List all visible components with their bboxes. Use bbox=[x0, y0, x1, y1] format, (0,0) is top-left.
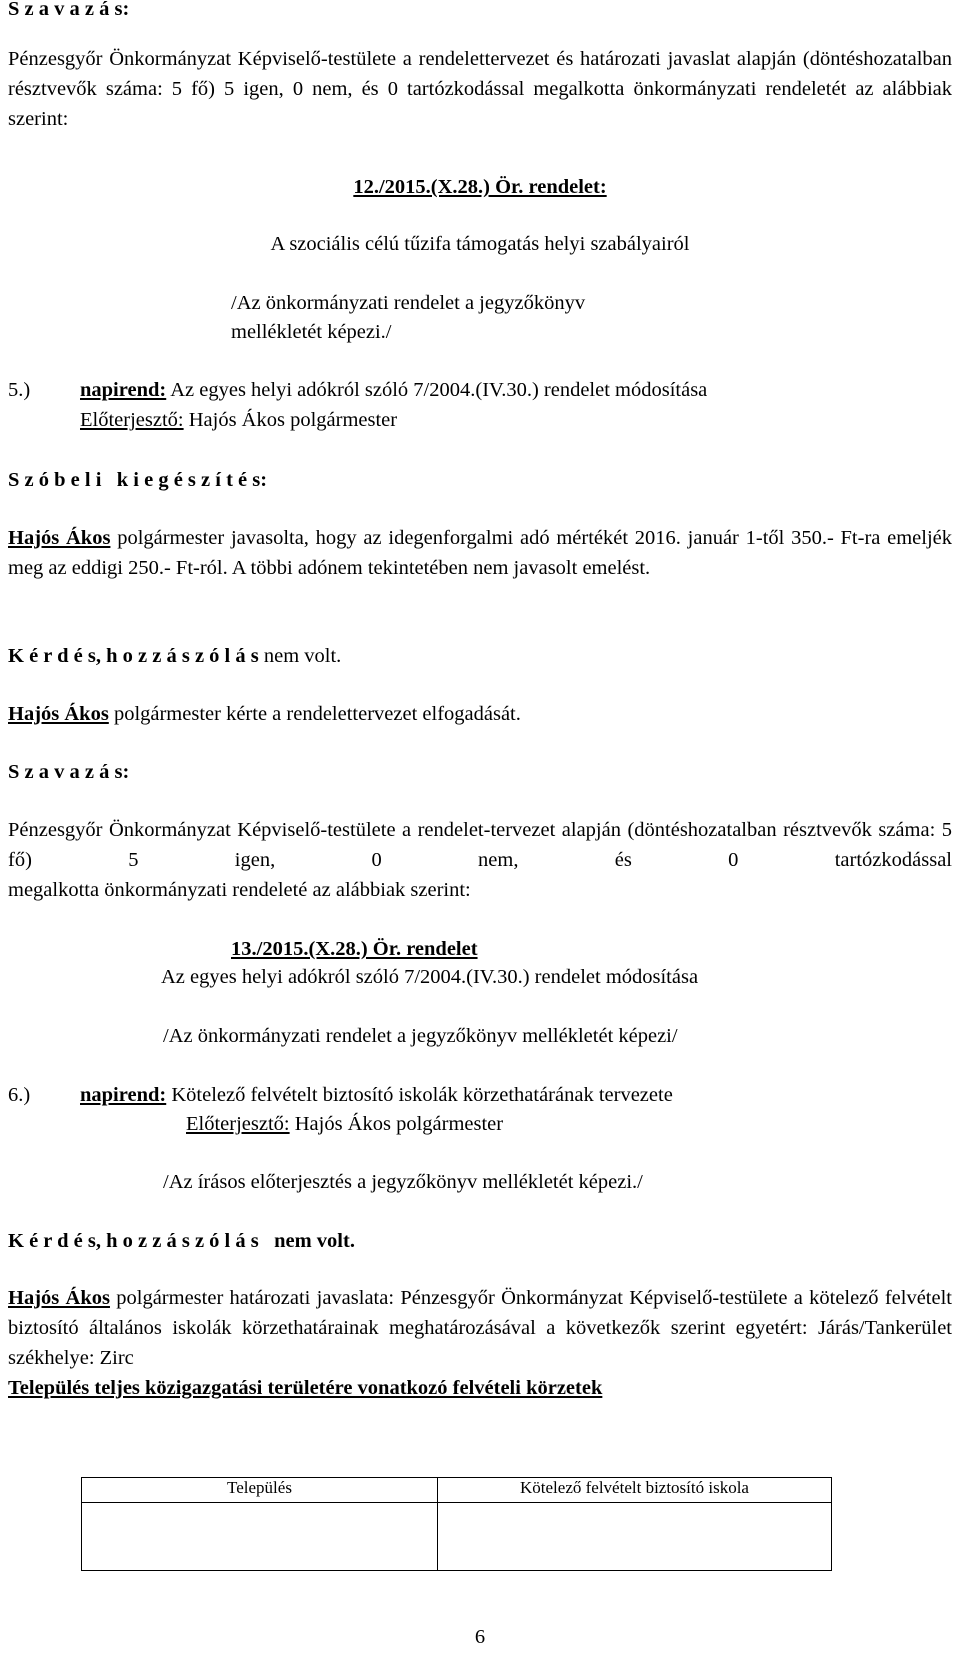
agenda-6-note: /Az írásos előterjesztés a jegyzőkönyv mellékletét képezi./ bbox=[163, 1171, 643, 1193]
ordinance-13-number: 13./2015.(X.28.) Ör. rendelet bbox=[231, 938, 478, 960]
ordinance-12-number: 12./2015.(X.28.) Ör. rendelet: bbox=[353, 176, 607, 198]
questions-line-5: K é r d é s, h o z z á s z ó l á s nem volt. bbox=[8, 645, 342, 667]
oral-supplement-text: Hajós Ákos polgármester javasolta, hogy az idegenforgalmi adó mértékét 2016. január 1-től 350.- Ft-ra emeljék meg az eddigi 250.- Ft-ról. A többi adónem tekintetében nem javasolt emelést. bbox=[8, 527, 952, 579]
ordinance-12-title: A szociális célú tűzifa támogatás helyi szabályairól bbox=[270, 233, 690, 255]
table-cell-school bbox=[438, 1503, 832, 1571]
ordinance-12-note-line-2: mellékletét képezi./ bbox=[231, 321, 392, 343]
agenda-6-label: napirend: bbox=[80, 1084, 167, 1106]
speaker-name: Hajós Ákos bbox=[8, 703, 109, 725]
agenda-5-label: napirend: bbox=[80, 379, 167, 401]
questions-heading: K é r d é s, h o z z á s z ó l á s bbox=[8, 645, 259, 667]
vote-paragraph-2: Pénzesgyőr Önkormányzat Képviselő-testülete a rendelet-tervezet alapján (döntéshozatalban résztvevők száma: 5 fő) 5 igen, 0 nem, és 0 tartózkodással bbox=[8, 819, 952, 871]
agenda-item-5 bbox=[8, 375, 952, 405]
questions-line-6: K é r d é s, h o z z á s z ó l á s nem volt. bbox=[8, 1230, 355, 1252]
agenda-5-number: 5.) bbox=[8, 379, 31, 401]
agenda-5-presenter bbox=[80, 405, 940, 435]
agenda-6-title: Kötelező felvételt biztosító iskolák körzethatárának tervezete bbox=[171, 1084, 673, 1106]
catchment-heading: Település teljes közigazgatási területére vonatkozó felvételi körzetek bbox=[8, 1377, 603, 1399]
proposal-paragraph: Hajós Ákos polgármester határozati javaslata: Pénzesgyőr Önkormányzat Képviselő-testülete a kötelező felvételt biztosító általános iskolák körzethatárainak meghatározásával a következők szerint egyetért: Járás/Tankerület székhelye: Zirc bbox=[8, 1287, 952, 1369]
vote-heading-2: S z a v a z á s: bbox=[8, 761, 130, 783]
presenter-label: Előterjesztő: bbox=[186, 1113, 290, 1135]
agenda-5-title: Az egyes helyi adókról szóló 7/2004.(IV.30.) rendelet módosítása bbox=[170, 379, 708, 401]
agenda-6-presenter bbox=[186, 1109, 946, 1139]
presenter-name: Hajós Ákos polgármester bbox=[294, 1113, 504, 1135]
column-header-settlement: Település bbox=[82, 1478, 438, 1503]
presenter-name: Hajós Ákos polgármester bbox=[188, 409, 398, 431]
vote-heading-1: S z a v a z á s: bbox=[8, 0, 130, 20]
page-number: 6 bbox=[474, 1626, 486, 1648]
agenda-item-6 bbox=[8, 1080, 952, 1110]
catchment-table bbox=[81, 1477, 832, 1571]
vote-paragraph-1: Pénzesgyőr Önkormányzat Képviselő-testülete a rendelettervezet és határozati javaslat alapján (döntéshozatalban résztvevők száma: 5 fő) 5 igen, 0 nem, és 0 tartózkodással megalkotta önkormányzati rendeletét az alábbiak szerint: bbox=[8, 48, 952, 130]
table-row bbox=[82, 1503, 832, 1571]
table-cell-settlement bbox=[82, 1503, 438, 1571]
speaker-name: Hajós Ákos bbox=[8, 1287, 110, 1309]
ordinance-13-title: Az egyes helyi adókról szóló 7/2004.(IV.30.) rendelet módosítása bbox=[161, 966, 699, 988]
request-line: Hajós Ákos polgármester kérte a rendelettervezet elfogadását. bbox=[8, 703, 521, 725]
ordinance-13-note: /Az önkormányzati rendelet a jegyzőkönyv mellékletét képezi/ bbox=[163, 1025, 678, 1047]
column-header-school: Kötelező felvételt biztosító iskola bbox=[438, 1478, 832, 1503]
ordinance-12-note-line-1: /Az önkormányzati rendelet a jegyzőkönyv bbox=[231, 292, 586, 314]
presenter-label: Előterjesztő: bbox=[80, 409, 184, 431]
agenda-6-number: 6.) bbox=[8, 1084, 31, 1106]
vote-paragraph-2-end: megalkotta önkormányzati rendeleté az alábbiak szerint: bbox=[8, 879, 471, 901]
oral-supplement-heading: S z ó b e l i k i e g é s z í t é s: bbox=[8, 469, 268, 491]
table-header-row bbox=[82, 1478, 832, 1503]
speaker-name: Hajós Ákos bbox=[8, 527, 111, 549]
